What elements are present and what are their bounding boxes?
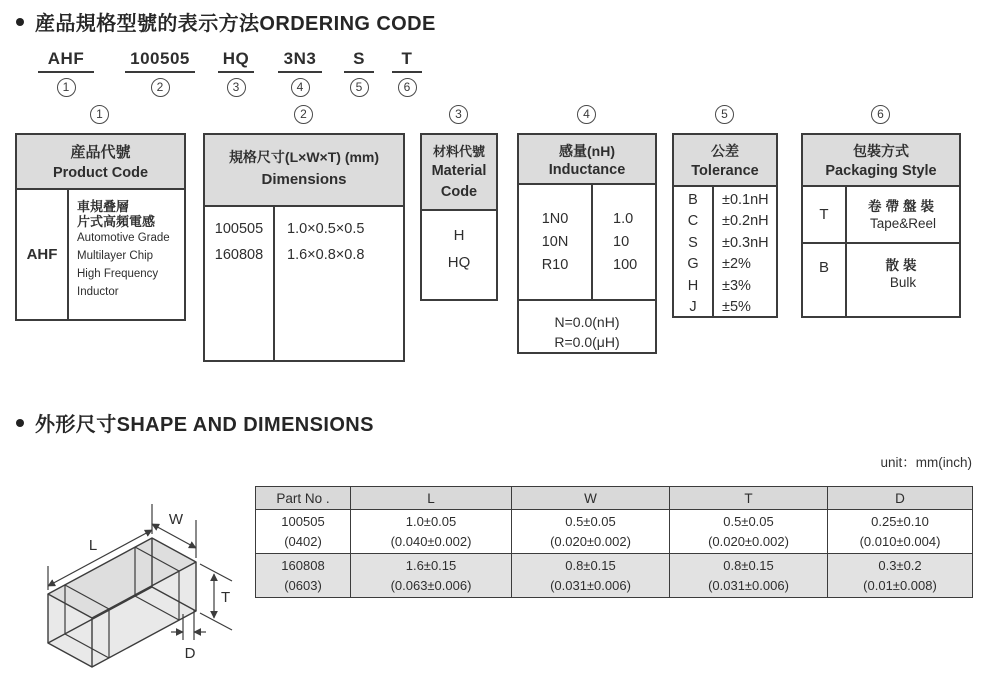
code-segment-5 xyxy=(344,49,374,97)
cell-d xyxy=(828,554,973,598)
code-segment-text: 3N3 xyxy=(278,49,322,73)
product-code-value: AHF xyxy=(17,190,69,319)
circled-number-4: 4 xyxy=(291,78,310,97)
tolerance-code: H xyxy=(687,277,699,294)
tolerance-code: G xyxy=(687,256,699,273)
chip-isometric-diagram xyxy=(8,498,260,675)
inductance-value: 100 xyxy=(613,256,638,273)
product-code-box xyxy=(15,133,186,321)
value-mm: 0.25±0.10 xyxy=(871,513,929,529)
code-segment-1 xyxy=(38,49,94,97)
tolerance-body xyxy=(674,187,776,318)
material-value: HQ xyxy=(447,254,471,271)
col-header-w: W xyxy=(512,487,670,510)
dimensions-title-en: Dimensions xyxy=(261,171,347,188)
product-code-body xyxy=(17,190,184,319)
cell-l xyxy=(351,554,512,598)
dimensions-box xyxy=(203,133,405,362)
tolerance-code: B xyxy=(688,192,698,208)
desc-en-line: Automotive Grade xyxy=(77,232,170,244)
tolerance-codes xyxy=(674,187,714,318)
material-title-cn: 材料代號 xyxy=(432,144,485,159)
inductance-code: 1N0 xyxy=(541,210,569,227)
tolerance-value: ±0.2nH xyxy=(722,213,769,230)
inductance-codes xyxy=(519,185,593,299)
chip-body xyxy=(48,538,196,667)
value-inch: (0402) xyxy=(284,533,322,549)
packaging-desc-cn: 卷帶盤裝 xyxy=(868,198,938,214)
code-segment-text: 100505 xyxy=(125,49,195,73)
cell-part xyxy=(256,510,351,554)
section1-title-text: 産品規格型號的表示方法ORDERING CODE xyxy=(35,13,436,35)
dimensions-values xyxy=(275,207,403,360)
box-number-6: 6 xyxy=(871,105,890,124)
bullet-icon xyxy=(16,419,24,427)
inductance-box xyxy=(517,133,657,354)
cell-t xyxy=(670,554,828,598)
value-mm: 0.8±0.15 xyxy=(565,557,616,573)
value-mm: 160808 xyxy=(281,557,325,573)
inductance-examples xyxy=(519,185,655,301)
table-row xyxy=(256,510,973,554)
section2-title-text: 外形尺寸SHAPE AND DIMENSIONS xyxy=(35,414,374,436)
code-segment-2 xyxy=(125,49,195,97)
tolerance-title-cn: 公差 xyxy=(711,143,739,159)
value-mm: 100505 xyxy=(281,513,325,529)
code-segment-text: T xyxy=(392,49,422,73)
code-segment-text: HQ xyxy=(218,49,254,73)
code-segment-text: S xyxy=(344,49,374,73)
value-inch: (0603) xyxy=(284,577,322,593)
tolerance-box xyxy=(672,133,778,318)
code-segment-3 xyxy=(218,49,254,97)
box-number-1: 1 xyxy=(90,105,109,124)
value-inch: (0.010±0.004) xyxy=(859,533,941,549)
value-inch: (0.020±0.002) xyxy=(708,533,789,549)
size-code: 160808 xyxy=(214,247,264,263)
code-segment-6 xyxy=(392,49,422,97)
size-value: 1.0×0.5×0.5 xyxy=(287,221,365,237)
desc-cn-line: 片式高頻電感 xyxy=(77,214,156,229)
size-code: 100505 xyxy=(214,221,264,237)
inductance-notes xyxy=(519,301,655,352)
packaging-title-cn: 包裝方式 xyxy=(853,143,909,159)
material-value: H xyxy=(453,227,465,244)
box-number-4: 4 xyxy=(577,105,596,124)
packaging-desc-en: Tape&Reel xyxy=(869,215,937,231)
packaging-desc xyxy=(847,187,959,242)
circled-number-3: 3 xyxy=(227,78,246,97)
code-segment-4 xyxy=(278,49,322,97)
tolerance-code: S xyxy=(688,234,698,251)
tolerance-value: ±5% xyxy=(722,299,751,316)
tolerance-code: J xyxy=(689,299,697,316)
value-inch: (0.031±0.006) xyxy=(550,577,631,593)
packaging-desc xyxy=(847,244,959,316)
packaging-box xyxy=(801,133,961,318)
tolerance-header xyxy=(674,135,776,187)
packaging-desc-cn: 散裝 xyxy=(885,258,921,273)
product-code-description xyxy=(69,190,184,319)
product-code-title-en: Product Code xyxy=(52,165,149,181)
value-mm: 0.5±0.05 xyxy=(565,513,616,529)
inductance-note: N=0.0(nH) xyxy=(554,314,620,330)
box-number-5: 5 xyxy=(715,105,734,124)
value-mm: 0.3±0.2 xyxy=(878,557,922,573)
product-code-header xyxy=(17,135,184,190)
label-t: T xyxy=(221,589,231,606)
circled-number-1: 1 xyxy=(57,78,76,97)
inductance-value: 1.0 xyxy=(613,210,634,227)
inductance-title-cn: 感量(nH) xyxy=(559,143,615,159)
inductance-header xyxy=(519,135,655,185)
material-code-header xyxy=(422,135,496,211)
dimensions-header xyxy=(205,135,403,207)
desc-en-line: Multilayer Chip xyxy=(77,250,154,262)
dimensions-body xyxy=(205,207,403,360)
value-mm: 1.6±0.15 xyxy=(405,557,457,573)
col-header-d: D xyxy=(828,487,973,510)
label-l: L xyxy=(88,537,98,554)
value-inch: (0.040±0.002) xyxy=(390,533,472,549)
box-number-2: 2 xyxy=(294,105,313,124)
label-d: D xyxy=(184,645,196,662)
circled-number-6: 6 xyxy=(398,78,417,97)
inductance-code: R10 xyxy=(541,256,569,273)
material-title-en2: Code xyxy=(440,184,478,200)
tolerance-value: ±0.1nH xyxy=(722,192,769,208)
packaging-title-en: Packaging Style xyxy=(825,163,937,179)
inductance-value: 10 xyxy=(613,233,630,250)
dimensions-table xyxy=(255,486,973,598)
shape-dimensions-section-title xyxy=(16,408,374,437)
tolerance-code: C xyxy=(687,213,699,230)
packaging-code: T xyxy=(803,187,847,242)
inductance-values xyxy=(593,185,655,299)
value-inch: (0.020±0.002) xyxy=(550,533,631,549)
col-header-l: L xyxy=(351,487,512,510)
table-header-row xyxy=(256,487,973,510)
packaging-header xyxy=(803,135,959,187)
cell-d xyxy=(828,510,973,554)
value-mm: 0.5±0.05 xyxy=(723,513,774,529)
value-inch: (0.01±0.008) xyxy=(863,577,937,593)
packaging-desc-en: Bulk xyxy=(889,275,917,290)
tolerance-values xyxy=(714,187,776,318)
tolerance-title-en: Tolerance xyxy=(691,163,759,179)
tolerance-value: ±0.3nH xyxy=(722,234,769,251)
tolerance-value: ±2% xyxy=(722,256,751,273)
desc-cn-line: 車規叠層 xyxy=(77,199,130,214)
material-code-box xyxy=(420,133,498,301)
ordering-code-section-title xyxy=(16,7,436,36)
inductance-title-en: Inductance xyxy=(548,162,626,178)
cell-t xyxy=(670,510,828,554)
col-header-t: T xyxy=(670,487,828,510)
dimensions-title-cn: 規格尺寸(L×W×T) (mm) xyxy=(228,149,380,165)
circled-number-5: 5 xyxy=(350,78,369,97)
label-w: W xyxy=(168,511,184,528)
desc-en-line: High Frequency xyxy=(77,268,159,280)
inductance-code: 10N xyxy=(541,233,569,250)
bullet-icon xyxy=(16,18,24,26)
unit-note: unit：mm(inch) xyxy=(880,455,972,470)
size-value: 1.6×0.8×0.8 xyxy=(287,247,365,263)
col-header-part-no: Part No . xyxy=(256,487,351,510)
value-inch: (0.063±0.006) xyxy=(390,577,472,593)
value-inch: (0.031±0.006) xyxy=(708,577,789,593)
box-number-3: 3 xyxy=(449,105,468,124)
inductance-note: R=0.0(μH) xyxy=(554,334,620,350)
tolerance-value: ±3% xyxy=(722,277,751,294)
material-title-en1: Material xyxy=(431,163,487,179)
circled-number-2: 2 xyxy=(151,78,170,97)
packaging-row-bulk xyxy=(803,244,959,316)
code-segment-text: AHF xyxy=(38,49,94,73)
packaging-row-tape xyxy=(803,187,959,244)
value-mm: 1.0±0.05 xyxy=(405,513,457,529)
packaging-code: B xyxy=(803,244,847,316)
cell-w xyxy=(512,554,670,598)
value-mm: 0.8±0.15 xyxy=(723,557,774,573)
table-row xyxy=(256,554,973,598)
cell-part xyxy=(256,554,351,598)
dimensions-codes xyxy=(205,207,275,360)
cell-l xyxy=(351,510,512,554)
desc-en-line: Inductor xyxy=(77,286,119,298)
material-code-body xyxy=(422,211,496,299)
product-code-title-cn: 産品代號 xyxy=(70,144,131,161)
cell-w xyxy=(512,510,670,554)
